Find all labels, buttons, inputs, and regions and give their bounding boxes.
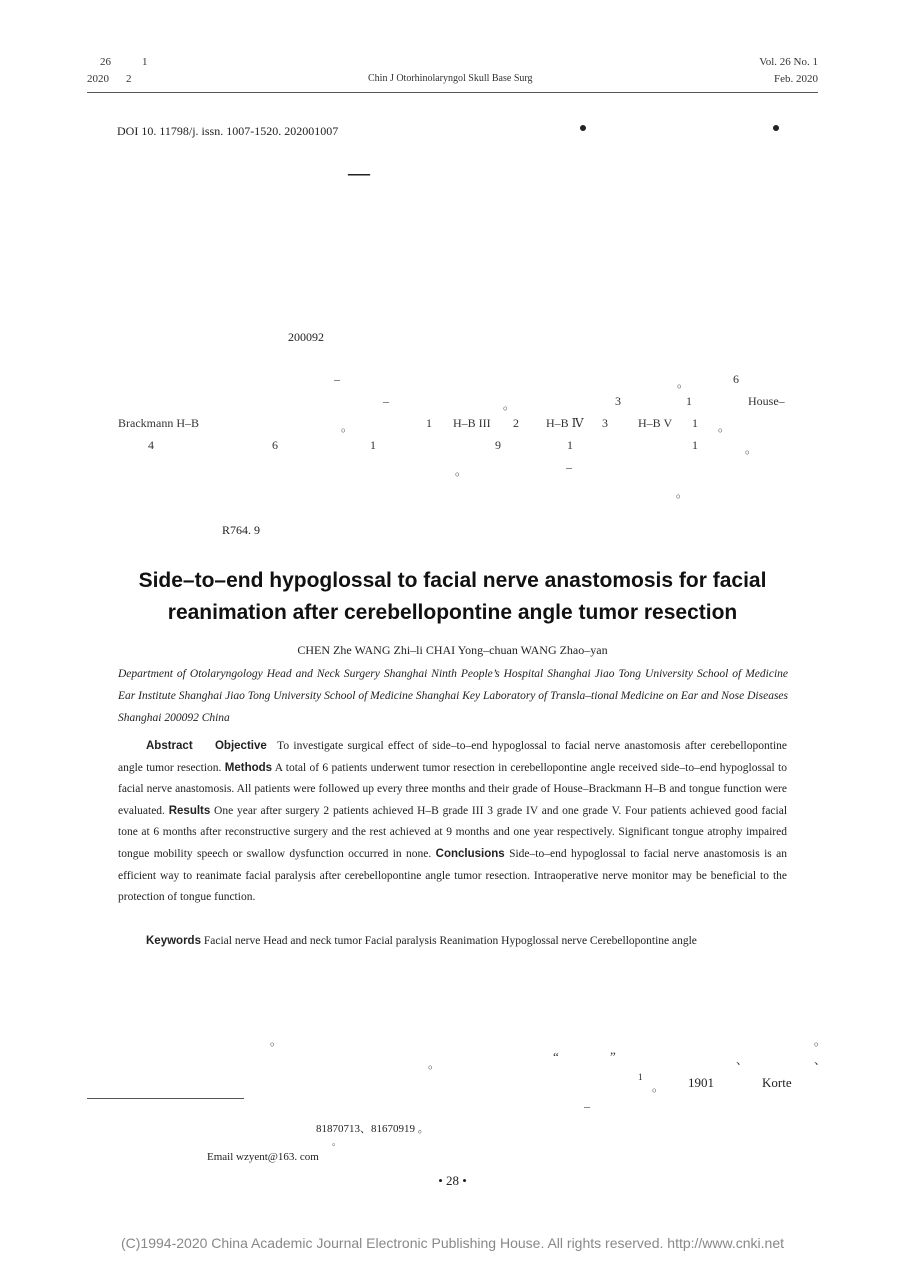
body-period: 。 [428, 1057, 441, 1071]
cn-abstract-brackmann: Brackmann H–B [118, 416, 199, 430]
doi: DOI 10. 11798/j. issn. 1007-1520. 202001007 [117, 124, 339, 138]
header-month: 2 [126, 73, 132, 85]
header-vol-no: Vol. 26 No. 1 [759, 56, 818, 68]
header-date: Feb. 2020 [774, 73, 818, 85]
cn-abstract-house: House– [748, 394, 785, 408]
cn-abstract-period: 。 [503, 398, 516, 412]
cn-abstract-period: 。 [455, 464, 468, 478]
cn-abstract-number: 1 [692, 416, 698, 430]
methods-label: Methods [224, 761, 273, 774]
header-year: 2020 [87, 73, 109, 85]
abstract-label: Abstract [146, 740, 193, 752]
body-korte: Korte [762, 1075, 792, 1090]
cn-abstract-dash: – [566, 460, 572, 474]
cn-abstract-period: 。 [718, 420, 731, 434]
cn-abstract-grade: H–B III [453, 416, 491, 430]
cn-abstract-number: 1 [370, 438, 376, 452]
header-volume: 26 [100, 56, 111, 68]
footnote-dash: – [584, 1099, 590, 1113]
cn-abstract-number: 3 [602, 416, 608, 430]
keywords-text: Facial nerve Head and neck tumor Facial paralysis Reanimation Hypoglossal nerve Cerebellopontine angle [203, 935, 697, 947]
english-title-line2: reanimation after cerebellopontine angle tumor resection [167, 601, 738, 624]
conclusions-text: Side–to–end hypoglossal to facial nerve anastomosis is an efficient way to reanimate facial paralysis after cerebellopontine angle tumor resection. Intraoperative nerve monitor may be beneficial to the protection of tongue function. [118, 847, 787, 904]
cn-abstract-period: 。 [676, 486, 689, 500]
cn-abstract-number: 1 [567, 438, 573, 452]
conclusions-label: Conclusions [435, 847, 505, 860]
results-label: Results [168, 804, 211, 817]
cn-abstract-number: 1 [692, 438, 698, 452]
cn-abstract-number: 9 [495, 438, 501, 452]
methods-text: A total of 6 patients underwent tumor resection in cerebellopontine angle received side–to–end hypoglossal to facial nerve anastomosis. All patients were followed up every three months and their grade of House–Brackmann H–B and tongue function were evaluated. [118, 761, 787, 817]
cn-abstract-number: 2 [513, 416, 519, 430]
header-rule [87, 92, 818, 93]
authors: CHEN Zhe WANG Zhi–li CHAI Yong–chuan WANG Zhao–yan [297, 643, 608, 657]
cn-abstract-period: 。 [341, 420, 354, 434]
keywords [118, 931, 787, 952]
body-period: 。 [270, 1034, 283, 1048]
body-year: 1901 [688, 1075, 714, 1090]
header-issue: 1 [142, 56, 148, 68]
clc-number: R764. 9 [222, 523, 261, 537]
cn-abstract-period: 。 [745, 442, 758, 456]
cn-title-dash: — [348, 160, 370, 185]
cn-abstract-number: 6 [733, 372, 739, 386]
body-close-quote: ” [610, 1049, 616, 1064]
english-title-line1: Side–to–end hypoglossal to facial nerve anastomosis for facial [138, 569, 767, 592]
cn-abstract-period: 。 [677, 376, 690, 390]
results-text: One year after surgery 2 patients achieved H–B grade III 3 grade IV and one grade V. Four patients achieved good facial tone at 6 months after reconstructive surgery and the rest achieved at 9 months and one year respectively. Significant tongue atrophy impaired tongue mobility speech or swallow dysfunction occurred in none. [118, 804, 788, 860]
footnote-grants: 81870713、81670919 。 [316, 1123, 429, 1135]
footnote-period: 。 [332, 1137, 342, 1147]
cn-abstract-dash: – [383, 394, 389, 408]
cn-abstract-dash: – [334, 372, 340, 386]
objective-text: To investigate surgical effect of side–to–end hypoglossal to facial nerve anastomosis after cerebellopontine angle tumor resection. [118, 740, 787, 774]
keywords-label: Keywords [146, 935, 201, 947]
body-reference: 1 [638, 1072, 643, 1082]
copyright-footer: (C)1994-2020 China Academic Journal Electronic Publishing House. All rights reserved. http://www.cnki.net [121, 1235, 784, 1251]
header-journal: Chin J Otorhinolaryngol Skull Base Surg [368, 73, 533, 84]
body-open-quote: “ [553, 1049, 559, 1064]
cn-abstract-number: 1 [686, 394, 692, 408]
body-enum-comma: 、 [814, 1053, 827, 1067]
english-abstract [118, 736, 787, 909]
footnote-rule [87, 1098, 244, 1099]
objective-label: Objective [214, 740, 267, 752]
page-number: • 28 • [438, 1173, 467, 1188]
body-period: 。 [814, 1034, 827, 1048]
footnote-email: Email wzyent@163. com [207, 1151, 319, 1163]
bullet-dot [773, 125, 779, 131]
bullet-dot [580, 125, 586, 131]
cn-abstract-grade: H–B Ⅳ [546, 416, 584, 430]
cn-abstract-number: 4 [148, 438, 154, 452]
postcode: 200092 [288, 330, 324, 344]
affiliation: Department of Otolaryngology Head and Neck Surgery Shanghai Ninth People’s Hospital Shanghai Jiao Tong University School of Medicine Ear Institute Shanghai Jiao Tong University School of Medicine Shanghai Key Laboratory of Transla–tional Medicine on Ear and Nose Diseases Shanghai 200092 China [118, 668, 788, 724]
cn-abstract-number: 6 [272, 438, 278, 452]
cn-abstract-number: 1 [426, 416, 432, 430]
cn-abstract-grade: H–B V [638, 416, 673, 430]
cn-abstract-number: 3 [615, 394, 621, 408]
body-enum-comma: 、 [736, 1053, 749, 1067]
body-period: 。 [652, 1080, 665, 1094]
